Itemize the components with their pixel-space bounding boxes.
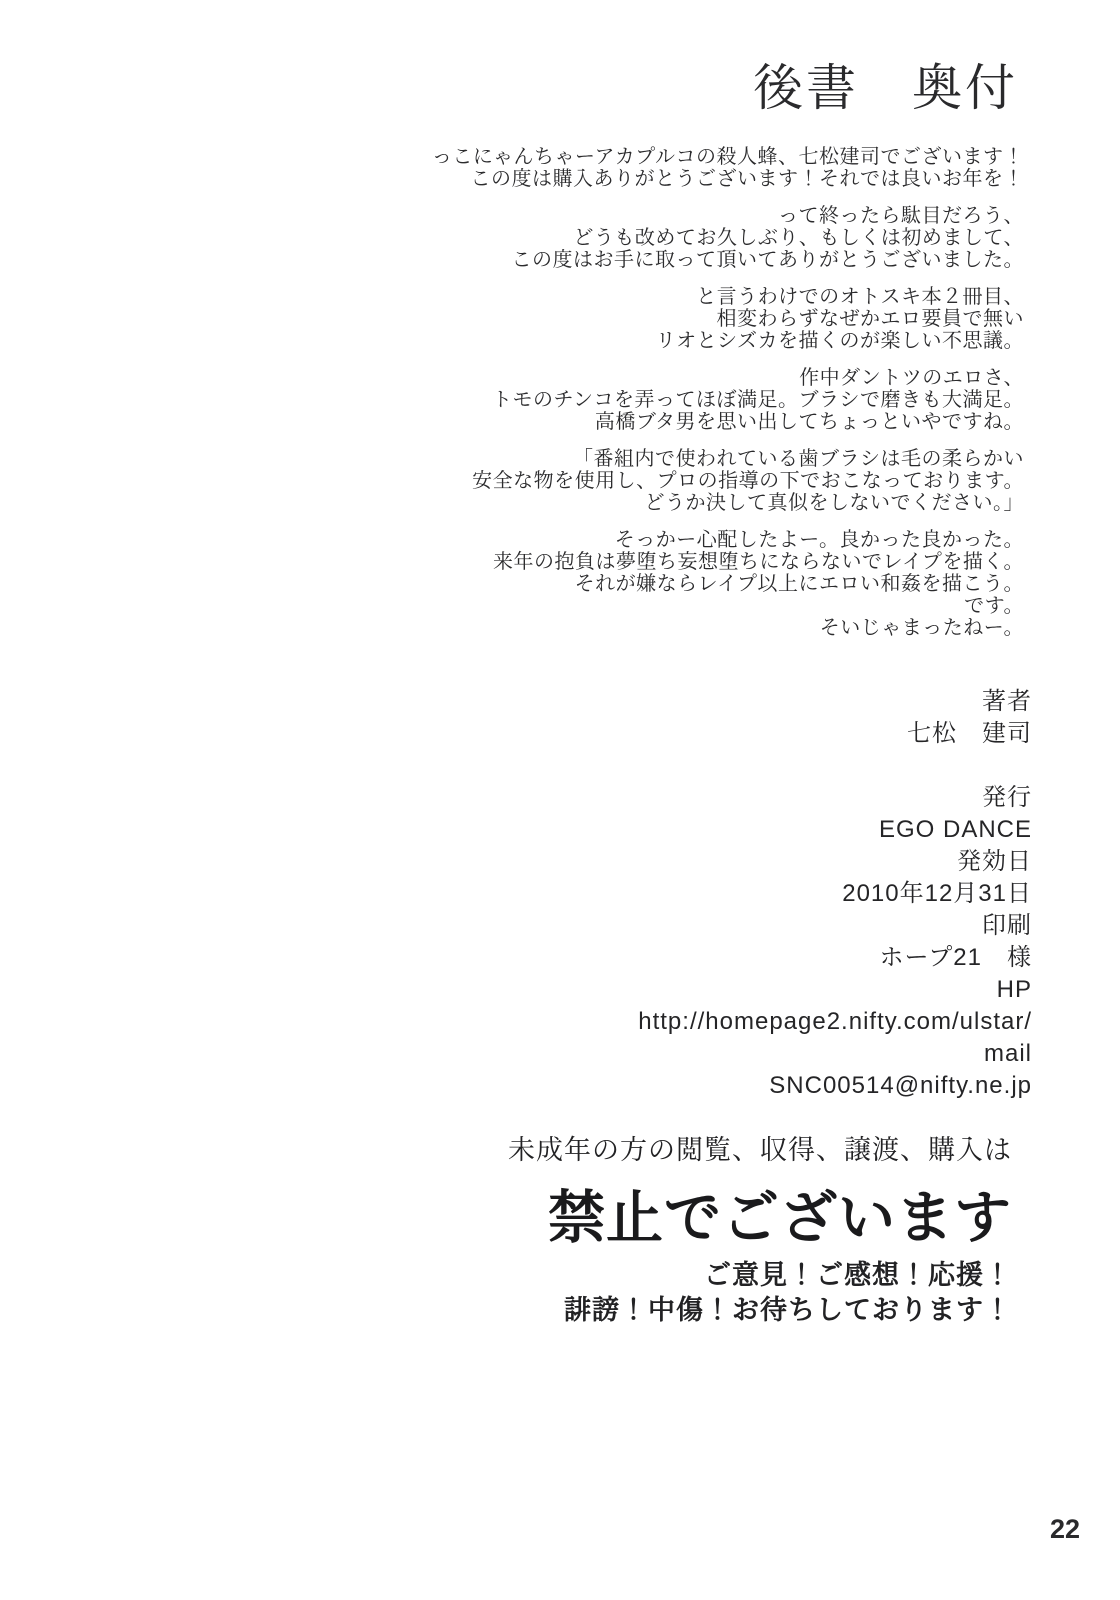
afterword-paragraph — [432, 367, 1024, 433]
colophon-mail-label: mail — [983, 1040, 1032, 1067]
page-number: 22 — [1049, 1514, 1080, 1544]
prohibition-banner: 禁止でございます — [548, 1186, 1012, 1250]
afterword-paragraph — [432, 529, 1024, 639]
afterword-line: リオとシズカを描くのが楽しい不思議。 — [655, 330, 1024, 352]
afterword-line: この度は購入ありがとうございます！それでは良いお年を！ — [470, 168, 1024, 190]
feedback-line: 誹謗！中傷！お待ちしております！ — [564, 1295, 1012, 1325]
colophon-block — [638, 686, 1032, 1102]
afterword-line: 作中ダントツのエロさ、 — [799, 367, 1024, 389]
afterword-line: この度はお手に取って頂いてありがとうございました。 — [511, 249, 1024, 271]
afterword-line: どうも改めてお久しぶり、もしくは初めまして、 — [573, 227, 1024, 249]
afterword-paragraph — [432, 146, 1024, 190]
afterword-line: どうか決して真似をしないでください。」 — [644, 492, 1024, 514]
colophon-publisher-label: 発行 — [982, 784, 1032, 811]
afterword-line: それが嫌ならレイプ以上にエロい和姦を描こう。 — [574, 573, 1024, 595]
afterword-body — [432, 146, 1024, 654]
colophon-printer-value: ホープ21 様 — [879, 944, 1032, 971]
afterword-line: トモのチンコを弄ってほぼ満足。ブラシで磨きも大満足。 — [492, 389, 1024, 411]
afterword-line: 高橋ブタ男を思い出してちょっといやですね。 — [594, 411, 1024, 433]
page-title: 後書 奥付 — [753, 59, 1018, 117]
colophon-author-value: 七松 建司 — [907, 720, 1032, 747]
afterword-paragraph — [432, 286, 1024, 352]
colophon-hp-label: HP — [996, 976, 1032, 1003]
colophon-mail-address: SNC00514@nifty.ne.jp — [769, 1072, 1032, 1099]
afterword-line: です。 — [964, 595, 1024, 617]
afterword-line: って終ったら駄目だろう、 — [778, 205, 1024, 227]
colophon-author-label: 著者 — [982, 688, 1032, 715]
afterword-line: 相変わらずなぜかエロ要員で無い — [716, 308, 1024, 330]
colophon-spacer — [638, 750, 1032, 782]
colophon-date-value: 2010年12月31日 — [842, 880, 1032, 907]
colophon-date-label: 発効日 — [957, 848, 1032, 875]
feedback-note — [564, 1258, 1012, 1328]
afterword-line: そっかー心配したよー。良かった良かった。 — [614, 529, 1024, 551]
colophon-hp-url: http://homepage2.nifty.com/ulstar/ — [638, 1008, 1032, 1035]
afterword-line: 安全な物を使用し、プロの指導の下でおこなっております。 — [472, 470, 1024, 492]
colophon-publisher-value: EGO DANCE — [878, 816, 1032, 843]
minor-warning-lead: 未成年の方の閲覧、収得、譲渡、購入は — [508, 1135, 1012, 1165]
afterword-line: 「番組内で使われている歯ブラシは毛の柔らかい — [573, 448, 1024, 470]
afterword-line: と言うわけでのオトスキ本２冊目、 — [696, 286, 1024, 308]
afterword-line: っこにゃんちゃーアカプルコの殺人蜂、七松建司でございます！ — [431, 146, 1024, 168]
feedback-line: ご意見！ご感想！応援！ — [704, 1260, 1012, 1290]
afterword-line: そいじゃまったねー。 — [819, 617, 1024, 639]
afterword-paragraph — [432, 448, 1024, 514]
afterword-paragraph — [432, 205, 1024, 271]
colophon-printer-label: 印刷 — [982, 912, 1032, 939]
afterword-line: 来年の抱負は夢堕ち妄想堕ちにならないでレイプを描く。 — [493, 551, 1024, 573]
